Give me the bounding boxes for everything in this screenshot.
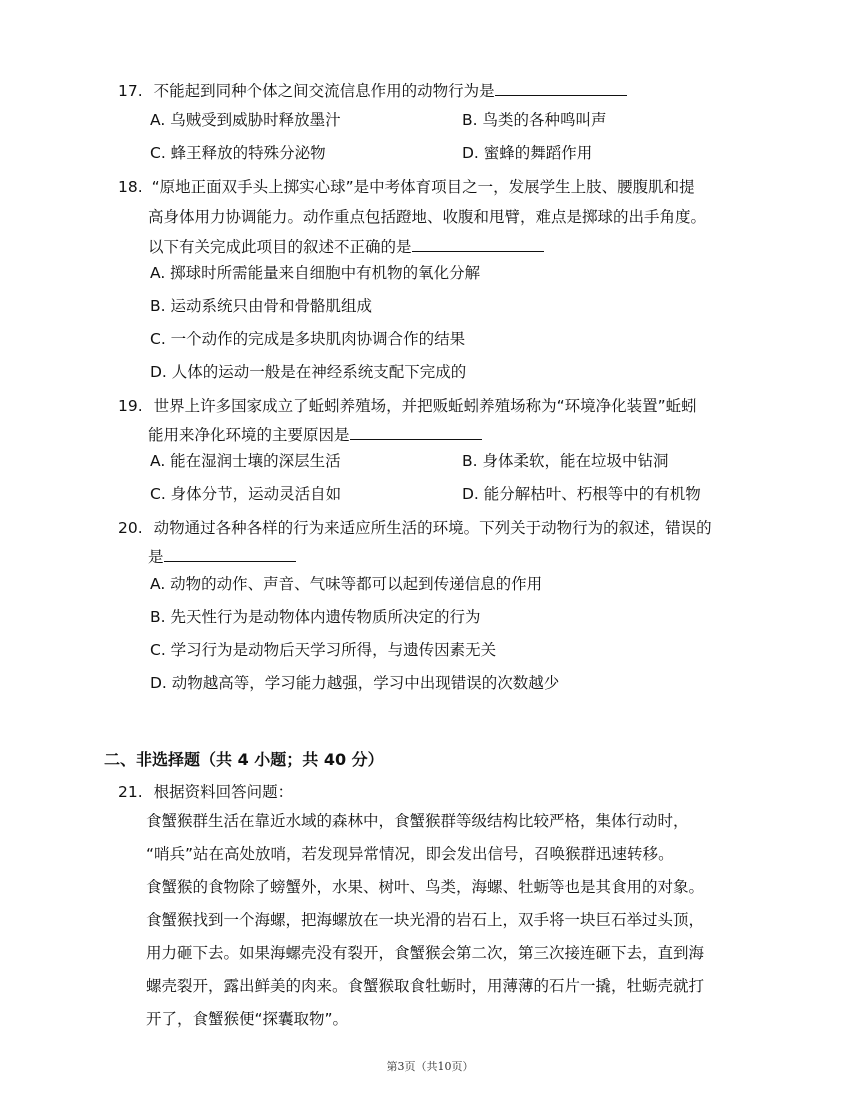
q20-option-c[interactable]: C. 学习行为是动物后天学习所得，与遗传因素无关 [150,641,497,659]
q21-passage-line-5: 用力砸下去。如果海螺壳没有裂开，食蟹猴会第二次，第三次接连砸下去，直到海 [146,944,705,962]
q18-stem-line-2: 高身体用力协调能力。动作重点包括蹬地、收腹和甩臂，难点是掷球的出手角度。 [148,208,707,226]
q18-option-c[interactable]: C. 一个动作的完成是多块肌肉协调合作的结果 [150,330,466,348]
q18-option-a[interactable]: A. 掷球时所需能量来自细胞中有机物的氧化分解 [150,264,481,282]
q17-stem-line [118,80,627,102]
q19-option-a[interactable]: A. 能在湿润士壤的深层生活 [150,452,341,470]
q18-stem-line-3 [148,236,544,258]
q20-option-b[interactable]: B. 先天性行为是动物体内遗传物质所决定的行为 [150,608,481,626]
q17-option-b[interactable]: B. 鸟类的各种鸣叫声 [462,111,607,129]
q20-stem-2: 是 [148,548,164,566]
q20-stem-1: 动物通过各种各样的行为来适应所生活的环境。下列关于动物行为的叙述，错误的 [153,519,712,537]
q18-number: 18. [118,178,143,196]
q20-stem-line-1 [118,517,712,539]
q17-number: 17. [118,82,143,100]
q18-stem-line-1 [118,176,695,198]
q17-answer-blank[interactable] [495,80,627,96]
q19-option-b[interactable]: B. 身体柔软，能在垃圾中钻洞 [462,452,669,470]
q21-passage-line-3: 食蟹猴的食物除了螃蟹外，水果、树叶、鸟类，海螺、牡蛎等也是其食用的对象。 [146,878,705,896]
q20-stem-line-2 [148,546,296,568]
q19-stem-1: 世界上许多国家成立了蚯蚓养殖场，并把贩蚯蚓养殖场称为“环境净化装置”蚯蚓 [153,397,697,415]
page-footer: 第3页（共10页） [386,1060,474,1073]
q19-stem-line-2 [148,424,482,446]
q18-option-b[interactable]: B. 运动系统只由骨和骨骼肌组成 [150,297,372,315]
q19-option-d[interactable]: D. 能分解枯叶、朽根等中的有机物 [462,485,701,503]
q21-stem-line [118,781,293,803]
q17-option-d[interactable]: D. 蜜蜂的舞蹈作用 [462,144,593,162]
q20-option-d[interactable]: D. 动物越高等，学习能力越强，学习中出现错误的次数越少 [150,674,560,692]
q20-answer-blank[interactable] [164,546,296,562]
q21-passage-line-4: 食蟹猴找到一个海螺，把海螺放在一块光滑的岩石上，双手将一块巨石举过头顶， [146,911,705,929]
q19-number: 19. [118,397,143,415]
q19-option-c[interactable]: C. 身体分节，运动灵活自如 [150,485,342,503]
section-title-nonchoice: 二、非选择题（共 4 小题；共 40 分） [104,750,384,769]
q21-passage-line-2: “哨兵”站在高处放哨，若发现异常情况，即会发出信号，召唤猴群迅速转移。 [146,845,674,863]
q21-stem: 根据资料回答问题： [153,783,294,801]
q17-option-a[interactable]: A. 乌贼受到威胁时释放墨汁 [150,111,341,129]
q17-option-c[interactable]: C. 蜂王释放的特殊分泌物 [150,144,326,162]
q18-option-d[interactable]: D. 人体的运动一般是在神经系统支配下完成的 [150,363,467,381]
q19-answer-blank[interactable] [350,424,482,440]
q18-stem-3: 以下有关完成此项目的叙述不正确的是 [148,238,412,256]
q20-number: 20. [118,519,143,537]
q18-answer-blank[interactable] [412,236,544,252]
q19-stem-2: 能用来净化环境的主要原因是 [148,426,350,444]
q20-option-a[interactable]: A. 动物的动作、声音、气味等都可以起到传递信息的作用 [150,575,543,593]
q17-stem: 不能起到同种个体之间交流信息作用的动物行为是 [153,82,495,100]
q19-stem-line-1 [118,395,697,417]
q21-passage-line-6: 螺壳裂开，露出鲜美的肉来。食蟹猴取食牡蛎时，用薄薄的石片一撬，牡蛎壳就打 [146,977,705,995]
q21-passage-line-7: 开了，食蟹猴便“探囊取物”。 [146,1010,349,1028]
q21-number: 21. [118,783,143,801]
q18-stem-1: “原地正面双手头上掷实心球”是中考体育项目之一，发展学生上肢、腰腹肌和提 [151,178,695,196]
q21-passage-line-1: 食蟹猴群生活在靠近水域的森林中，食蟹猴群等级结构比较严格，集体行动时， [146,812,689,830]
